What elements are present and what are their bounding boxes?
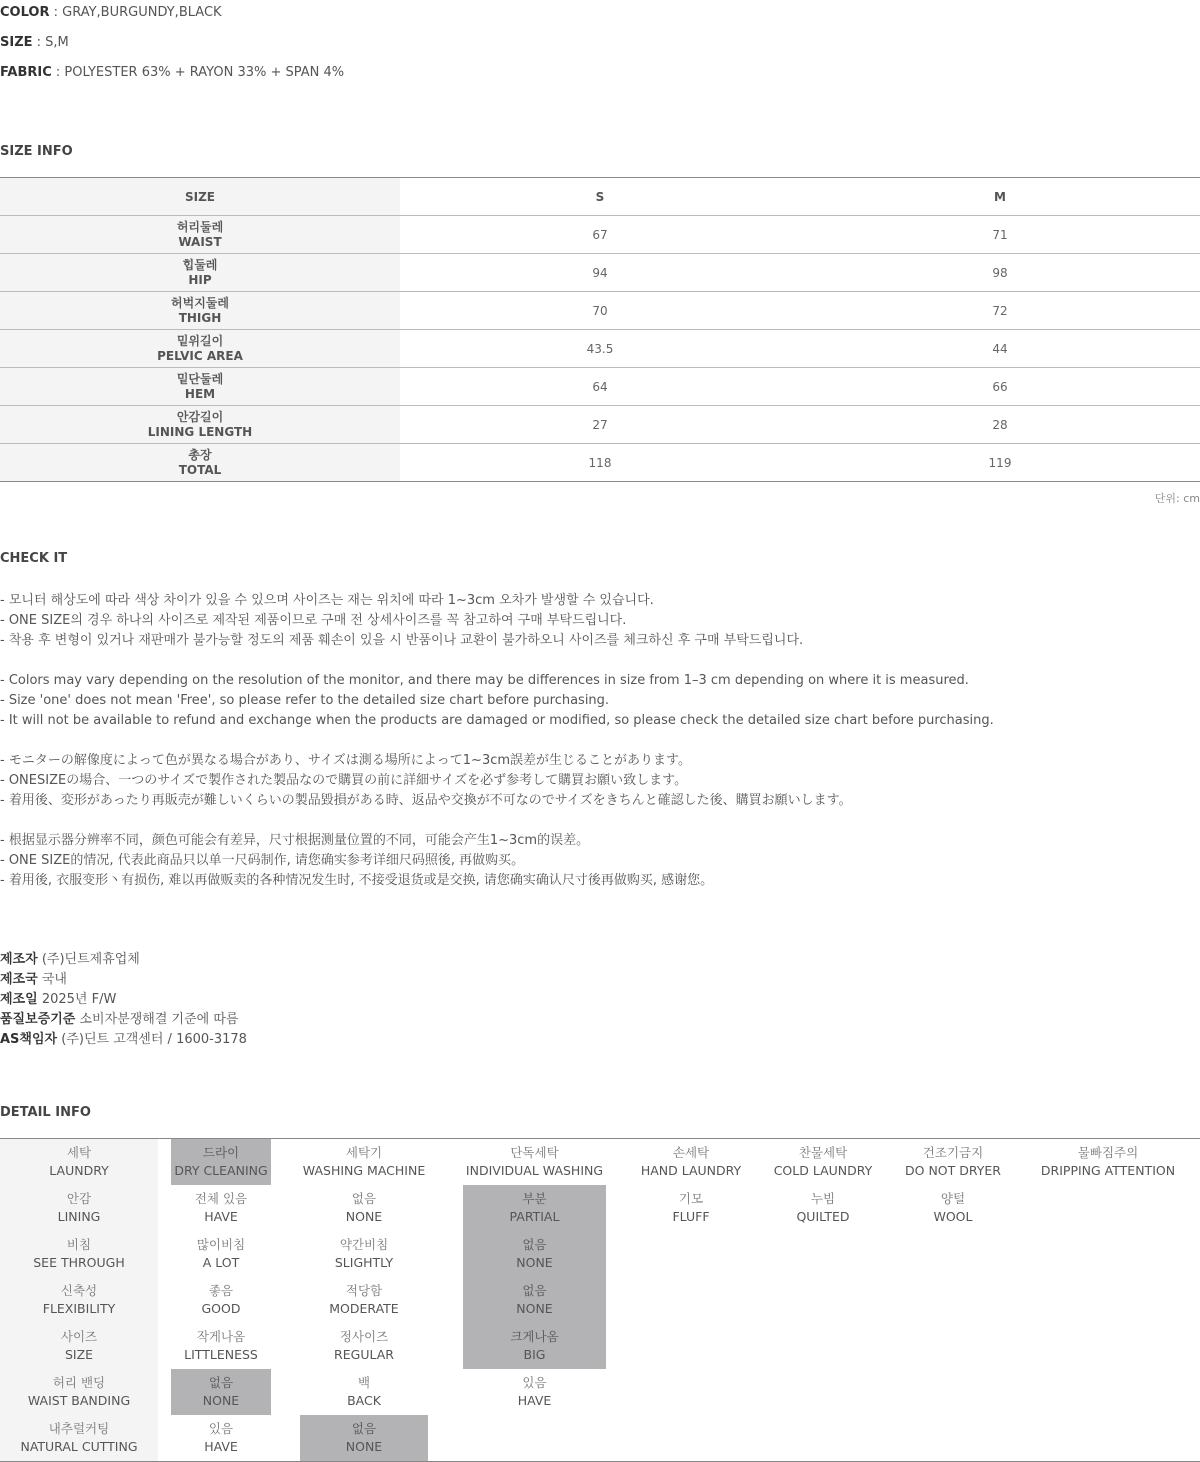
size-s-value: 43.5 [586, 341, 614, 356]
detail-option [300, 1185, 428, 1231]
detail-row [0, 1415, 1200, 1461]
detail-ko: 많이비침 [196, 1237, 246, 1252]
header-cell: SIZE [0, 178, 400, 215]
size-info-title: SIZE INFO [0, 144, 73, 159]
detail-option [629, 1185, 753, 1231]
maker-info [0, 950, 247, 1050]
detail-label-cell [0, 1139, 158, 1185]
detail-option [300, 1323, 428, 1369]
measurement-label [0, 330, 400, 367]
detail-ko: 손세탁 [672, 1145, 710, 1160]
detail-option [463, 1369, 606, 1415]
size-s-value: 94 [592, 265, 608, 280]
detail-en: NONE [516, 1301, 553, 1316]
detail-option [300, 1369, 428, 1415]
size-table-row [0, 254, 1200, 292]
detail-ko: 작게나옴 [196, 1329, 246, 1344]
detail-option [463, 1139, 606, 1185]
detail-en: GOOD [201, 1301, 241, 1316]
detail-en: HAVE [204, 1209, 238, 1224]
detail-row [0, 1231, 1200, 1277]
detail-en: HAND LAUNDRY [640, 1163, 742, 1178]
maker-key: 품질보증기준 [0, 1012, 76, 1027]
maker-row [0, 990, 247, 1010]
detail-ko: 있음 [522, 1375, 547, 1390]
measurement-ko: 안감길이 [176, 409, 224, 424]
detail-label-cell [0, 1415, 158, 1461]
detail-option-selected [463, 1277, 606, 1323]
measurement-ko: 허벅지둘레 [171, 295, 229, 310]
check-it-notes [0, 591, 1200, 891]
spec-key: SIZE [0, 35, 33, 50]
notice-line: - 根据显示器分辨率不同，颜色可能会有差异，尺寸根据测量位置的不同，可能会产生1~3cm的误差。 [0, 833, 590, 848]
size-table-row [0, 330, 1200, 368]
unit-note: 단위: cm [1154, 492, 1200, 505]
detail-option [889, 1185, 1017, 1231]
detail-label-cell [0, 1277, 158, 1323]
detail-en: HAVE [204, 1439, 238, 1454]
detail-ko: 비침 [66, 1237, 92, 1252]
measurement-label [0, 254, 400, 291]
measurement-ko: 총장 [188, 447, 212, 462]
detail-en: COLD LAUNDRY [773, 1163, 873, 1178]
detail-en: LITTLENESS [184, 1347, 258, 1362]
detail-en: DRY CLEANING [174, 1163, 268, 1178]
measurement-label [0, 292, 400, 329]
maker-key: 제조일 [0, 992, 38, 1007]
size-table-row [0, 406, 1200, 444]
detail-ko: 건조기금지 [922, 1145, 984, 1160]
measurement-en: HIP [188, 272, 212, 287]
notice-line: - Size 'one' does not mean 'Free', so please refer to the detailed size chart before purchasing. [0, 693, 610, 708]
notice-line: - 着用後、変形があったり再販売が難しいくらいの製品毀損がある時、返品や交換が不可なのでサイズをきちんと確認した後、購買お願いします。 [0, 793, 852, 808]
detail-en: QUILTED [796, 1209, 850, 1224]
spec-value: : GRAY,BURGUNDY,BLACK [49, 5, 222, 20]
detail-option-selected [171, 1369, 271, 1415]
detail-ko: 적당함 [345, 1283, 383, 1298]
measurement-ko: 힙둘레 [182, 257, 218, 272]
detail-en: HAVE [517, 1393, 552, 1408]
measurement-label [0, 368, 400, 405]
header-cell: S [595, 189, 605, 204]
detail-ko: 물빠짐주의 [1077, 1145, 1139, 1160]
detail-en: FLEXIBILITY [42, 1301, 116, 1316]
detail-ko: 양털 [940, 1191, 966, 1206]
maker-value: 2025년 F/W [37, 992, 117, 1007]
size-table-row [0, 444, 1200, 482]
detail-option-selected [463, 1231, 606, 1277]
size-m-value: 44 [992, 341, 1008, 356]
size-table [0, 177, 1200, 482]
check-it-title: CHECK IT [0, 551, 68, 566]
detail-ko: 내추럴커팅 [48, 1421, 110, 1436]
detail-ko: 정사이즈 [339, 1329, 389, 1344]
detail-label-cell [0, 1231, 158, 1277]
detail-option-selected [300, 1415, 428, 1461]
detail-option [629, 1139, 753, 1185]
detail-en: WOOL [933, 1209, 973, 1224]
size-s-value: 64 [592, 379, 608, 394]
detail-option [171, 1185, 271, 1231]
detail-en: SEE THROUGH [33, 1255, 125, 1270]
detail-option [171, 1323, 271, 1369]
detail-ko: 누빔 [810, 1191, 836, 1206]
maker-value: (주)딘트제휴업체 [37, 952, 140, 967]
detail-en: NATURAL CUTTING [20, 1439, 138, 1454]
detail-label-cell [0, 1369, 158, 1415]
detail-ko: 단독세탁 [510, 1145, 559, 1160]
detail-en: WASHING MACHINE [302, 1163, 426, 1178]
spec-value: : POLYESTER 63% + RAYON 33% + SPAN 4% [51, 65, 345, 80]
detail-ko: 부분 [522, 1191, 547, 1206]
spec-fabric [0, 64, 344, 82]
detail-en: DRIPPING ATTENTION [1040, 1163, 1176, 1178]
measurement-ko: 밑위길이 [176, 333, 224, 348]
detail-option-selected [463, 1323, 606, 1369]
detail-ko: 없음 [208, 1375, 234, 1390]
size-m-value: 71 [992, 227, 1008, 242]
maker-key: AS책임자 [0, 1032, 58, 1047]
maker-value: 국내 [37, 972, 67, 987]
maker-row [0, 1030, 247, 1050]
measurement-en: WAIST [178, 234, 222, 249]
detail-ko: 전체 있음 [194, 1191, 248, 1206]
detail-en: DO NOT DRYER [905, 1163, 1001, 1178]
detail-en: NONE [345, 1209, 383, 1224]
notice-line: - ONESIZEの場合、一つのサイズで製作された製品なので購買の前に詳細サイズを必ず参考して購買お願い致します。 [0, 773, 688, 788]
detail-ko: 안감 [66, 1191, 92, 1206]
detail-row [0, 1139, 1200, 1185]
detail-row [0, 1277, 1200, 1323]
detail-en: LINING [57, 1209, 101, 1224]
measurement-ko: 밑단둘레 [176, 371, 224, 386]
detail-en: A LOT [202, 1255, 240, 1270]
detail-option-selected [463, 1185, 606, 1231]
detail-ko: 좋음 [208, 1283, 234, 1298]
detail-option [300, 1231, 428, 1277]
size-m-value: 98 [992, 265, 1008, 280]
detail-ko: 약간비침 [339, 1237, 389, 1252]
size-table-row [0, 292, 1200, 330]
detail-option [889, 1139, 1017, 1185]
size-m-value: 66 [992, 379, 1008, 394]
notice-line: - 모니터 해상도에 따라 색상 차이가 있을 수 있으며 사이즈는 재는 위치에 따라 1~3cm 오차가 발생할 수 있습니다. [0, 593, 654, 608]
size-m-value: 28 [992, 417, 1008, 432]
notice-line: - 착용 후 변형이 있거나 재판매가 불가능할 정도의 제품 훼손이 있을 시 반품이나 교환이 불가하오니 사이즈를 체크하신 후 구매 부탁드립니다. [0, 633, 804, 648]
detail-row [0, 1185, 1200, 1231]
measurement-en: HEM [184, 386, 216, 401]
size-table-row [0, 368, 1200, 406]
detail-option [300, 1139, 428, 1185]
detail-ko: 허리 밴딩 [52, 1375, 106, 1390]
detail-en: NONE [202, 1393, 240, 1408]
notice-line: - ONE SIZE的情况, 代表此商品只以单一尺码制作, 请您确实参考详细尺码照後, 再做购买。 [0, 853, 525, 868]
notice-line: - It will not be available to refund and exchange when the products are damaged or modified, so please check the detailed size chart before purchasing. [0, 713, 994, 728]
detail-option [1018, 1139, 1198, 1185]
detail-option [171, 1415, 271, 1461]
detail-row [0, 1369, 1200, 1415]
spec-color [0, 4, 222, 22]
maker-row [0, 950, 247, 970]
size-s-value: 118 [588, 455, 612, 470]
size-s-value: 27 [592, 417, 608, 432]
detail-en: INDIVIDUAL WASHING [465, 1163, 604, 1178]
detail-en: NONE [345, 1439, 383, 1454]
detail-en: SLIGHTLY [334, 1255, 394, 1270]
measurement-ko: 허리둘레 [176, 219, 224, 234]
notice-line: - ONE SIZE의 경우 하나의 사이즈로 제작된 제품이므로 구매 전 상세사이즈를 꼭 참고하여 구매 부탁드립니다. [0, 613, 627, 628]
size-s-value: 67 [592, 227, 608, 242]
size-table-row [0, 216, 1200, 254]
maker-key: 제조국 [0, 972, 38, 987]
measurement-en: PELVIC AREA [157, 348, 243, 363]
detail-ko: 없음 [351, 1191, 377, 1206]
detail-ko: 세탁기 [345, 1145, 383, 1160]
detail-en: WAIST BANDING [27, 1393, 131, 1408]
detail-en: NONE [516, 1255, 553, 1270]
detail-option [171, 1277, 271, 1323]
size-table-header [0, 178, 1200, 216]
measurement-en: THIGH [178, 310, 222, 325]
detail-row [0, 1323, 1200, 1369]
detail-table [0, 1138, 1200, 1462]
detail-ko: 백 [357, 1375, 371, 1390]
detail-option [300, 1277, 428, 1323]
detail-ko: 신축성 [60, 1283, 98, 1298]
detail-option-selected [171, 1139, 271, 1185]
detail-en: MODERATE [329, 1301, 399, 1316]
measurement-en: TOTAL [178, 462, 222, 477]
detail-info-title: DETAIL INFO [0, 1105, 91, 1120]
detail-en: BACK [347, 1393, 381, 1408]
spec-value: : S,M [32, 35, 69, 50]
detail-en: PARTIAL [509, 1209, 560, 1224]
detail-ko: 있음 [208, 1421, 234, 1436]
detail-ko: 없음 [522, 1283, 547, 1298]
detail-ko: 사이즈 [60, 1329, 98, 1344]
detail-option [758, 1185, 888, 1231]
detail-label-cell [0, 1323, 158, 1369]
detail-option [758, 1139, 888, 1185]
notice-line: - モニターの解像度によって色が異なる場合があり、サイズは測る場所によって1~3cm誤差が生じることがあります。 [0, 753, 691, 768]
header-cell: M [994, 189, 1006, 204]
detail-ko: 세탁 [66, 1145, 92, 1160]
maker-row [0, 970, 247, 990]
detail-en: FLUFF [672, 1209, 710, 1224]
notice-line: - Colors may vary depending on the resolution of the monitor, and there may be differences in size from 1–3 cm depending on where it is measured. [0, 673, 969, 688]
detail-ko: 드라이 [202, 1145, 240, 1160]
detail-label-cell [0, 1185, 158, 1231]
detail-en: REGULAR [334, 1347, 394, 1362]
spec-key: COLOR [0, 5, 50, 20]
detail-ko: 찬물세탁 [798, 1145, 848, 1160]
spec-key: FABRIC [0, 65, 52, 80]
detail-ko: 없음 [351, 1421, 377, 1436]
measurement-en: LINING LENGTH [147, 424, 253, 439]
maker-row [0, 1010, 247, 1030]
detail-en: LAUNDRY [49, 1163, 109, 1178]
maker-value: 소비자분쟁해결 기준에 따름 [75, 1012, 239, 1027]
detail-en: SIZE [64, 1347, 94, 1362]
detail-ko: 기모 [678, 1191, 704, 1206]
maker-value: (주)딘트 고객센터 / 1600-3178 [57, 1032, 247, 1047]
measurement-label [0, 216, 400, 253]
size-s-value: 70 [592, 303, 608, 318]
spec-size [0, 34, 69, 52]
measurement-label [0, 406, 400, 443]
size-m-value: 72 [992, 303, 1008, 318]
notice-line: - 着用後, 衣服变形丶有损伤, 难以再做贩卖的各种情况发生时, 不接受退货或是交换, 请您确实确认尺寸後再做购买, 感谢您。 [0, 873, 714, 888]
measurement-label [0, 444, 400, 481]
detail-option [171, 1231, 271, 1277]
size-m-value: 119 [988, 455, 1012, 470]
detail-en: BIG [523, 1347, 546, 1362]
detail-ko: 크게나옴 [510, 1329, 559, 1344]
maker-key: 제조자 [0, 952, 38, 967]
detail-ko: 없음 [522, 1237, 547, 1252]
